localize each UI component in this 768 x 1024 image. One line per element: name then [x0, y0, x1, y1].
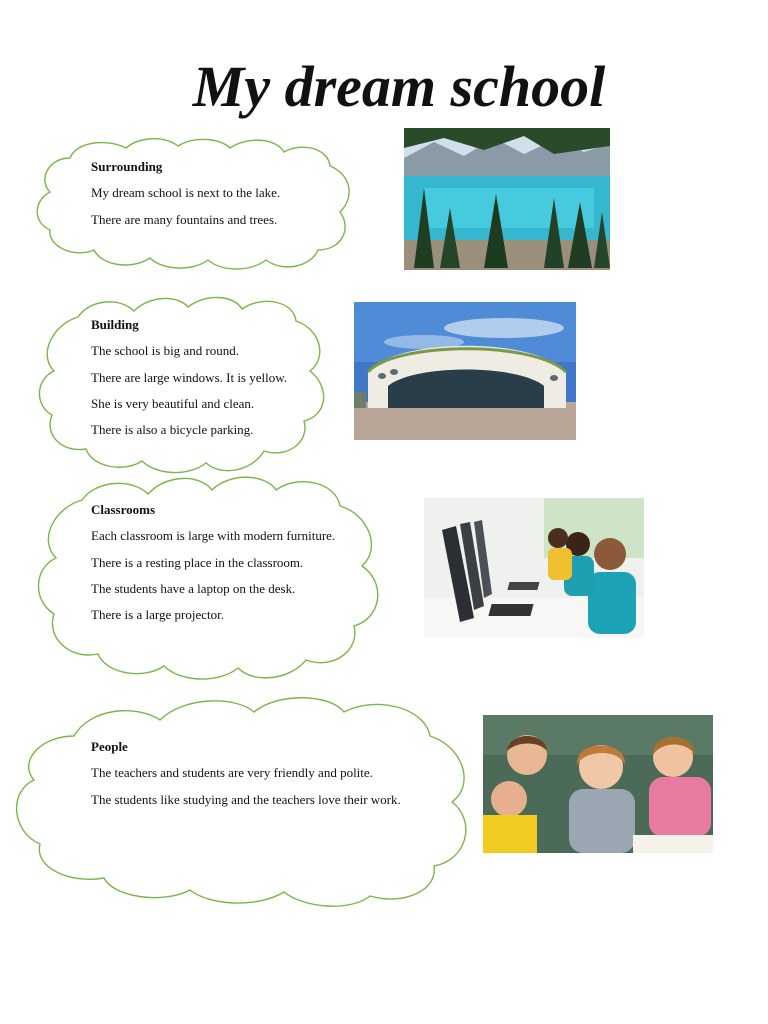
section-line: There is a resting place in the classroom. [91, 554, 304, 570]
cloud-classrooms [36, 470, 386, 682]
section-heading-surrounding: Surrounding [91, 159, 163, 174]
section-line: The students like studying and the teachers love their work. [91, 791, 401, 807]
page-title: My dream school [192, 54, 606, 119]
section-heading-people: People [91, 739, 128, 754]
cloud-building [38, 291, 328, 477]
section-line: She is very beautiful and clean. [91, 395, 255, 411]
lake-photo [404, 128, 610, 270]
section-line: My dream school is next to the lake. [91, 185, 281, 201]
computer-classroom-photo [424, 498, 644, 638]
section-line: The students have a laptop on the desk. [91, 580, 296, 596]
cloud-people [14, 692, 470, 906]
section-heading-classrooms: Classrooms [91, 502, 156, 517]
round-building-photo [354, 302, 576, 440]
section-line: The school is big and round. [91, 343, 240, 359]
section-line: The teachers and students are very friendly and polite. [91, 765, 373, 781]
section-line: Each classroom is large with modern furniture. [91, 528, 336, 544]
section-heading-building: Building [91, 317, 139, 332]
section-line: There is also a bicycle parking. [91, 422, 254, 438]
section-line: There are many fountains and trees. [91, 211, 278, 227]
section-line: There is a large projector. [91, 607, 224, 623]
section-line: There are large windows. It is yellow. [91, 369, 288, 385]
teacher-students-photo [483, 715, 713, 853]
cloud-surrounding [36, 136, 354, 272]
